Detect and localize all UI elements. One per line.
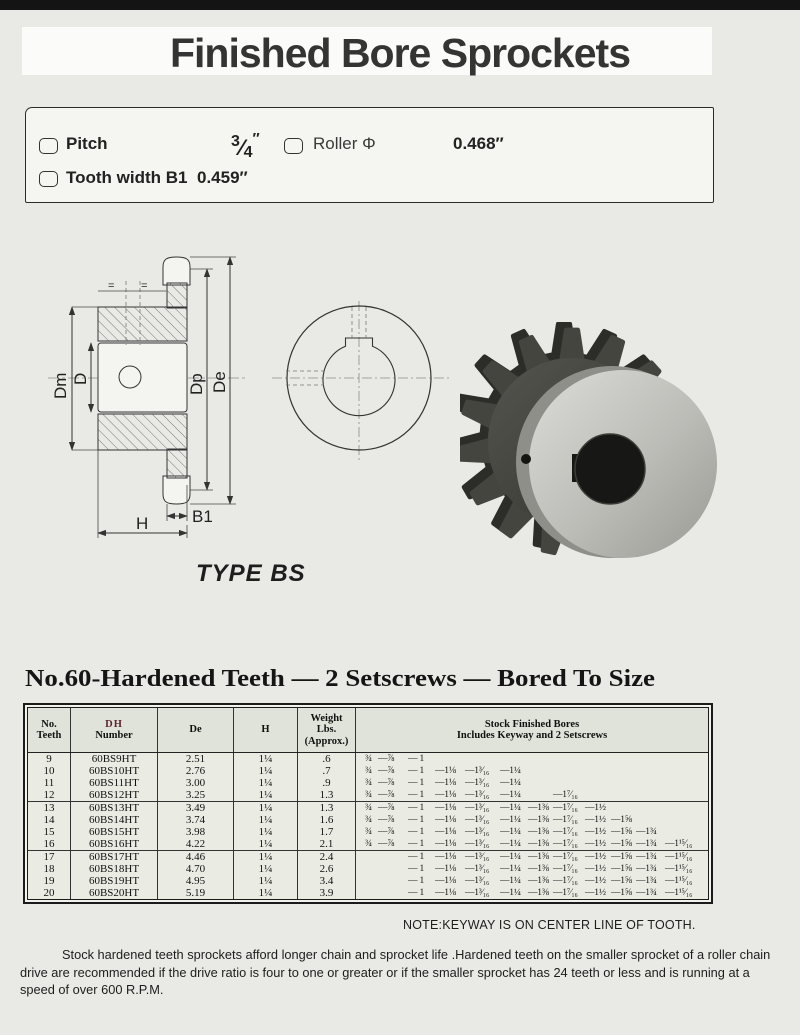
tooth-width-label: Tooth width B1	[66, 168, 188, 187]
dim-d-label: D	[71, 372, 90, 385]
col-header-de: De	[158, 708, 234, 752]
table-row	[28, 753, 708, 765]
table-cell: 2.76	[158, 765, 234, 777]
table-cell: 1.7	[298, 826, 356, 838]
bores-cell: ¾ —⅞ — 1 —1⅛ —1³⁄₁₆ —1¼	[365, 766, 521, 776]
col-header-weight: Weight Lbs. (Approx.)	[298, 708, 356, 752]
bores-cell: ¾ —⅞ — 1 —1⅛ —1³⁄₁₆ —1¼ —1⅜ —1⁷⁄₁₆ —1½ —1⅝ —1¾ —1¹⁵⁄₁₆	[365, 839, 693, 849]
table-cell: 3.25	[158, 789, 234, 801]
footer-paragraph: Stock hardened teeth sprockets afford longer chain and sprocket life .Hardened teeth on the smaller sprocket of a roller chain drive are recommended if the drive ratio is four to one or greater or if the smaller sprocket has 24 teeth or less and is running at a speed of over 600 R.P.M.	[20, 947, 771, 997]
table-cell: 2.4	[298, 851, 356, 863]
table-cell: 1¼	[234, 777, 298, 789]
table-cell: 4.95	[158, 875, 234, 887]
table-cell: .7	[298, 765, 356, 777]
table-cell: 60BS20HT	[71, 887, 158, 899]
table-cell: 1¼	[234, 765, 298, 777]
table-cell: 18	[28, 863, 71, 875]
checkbox-icon	[39, 138, 58, 154]
table-cell: 1¼	[234, 826, 298, 838]
table-cell: 3.00	[158, 777, 234, 789]
table-row	[28, 850, 708, 863]
col-header-bores: Stock Finished Bores Includes Keyway and 2 Setscrews	[456, 718, 608, 741]
table-cell: 1.6	[298, 814, 356, 826]
table-cell: 60BS10HT	[71, 765, 158, 777]
dim-de-label: De	[210, 371, 229, 393]
sprocket-table-inner	[27, 707, 709, 900]
pitch-label: Pitch	[66, 134, 108, 153]
table-cell: 19	[28, 875, 71, 887]
table-cell: 1¼	[234, 838, 298, 850]
dim-b1-label: B1	[192, 507, 213, 526]
bores-cell: ¾ —⅞ — 1	[365, 754, 425, 764]
table-cell: 20	[28, 887, 71, 899]
top-black-bar	[0, 0, 800, 10]
table-cell: 2.1	[298, 838, 356, 850]
table-cell: 15	[28, 826, 71, 838]
equals-mark: =	[141, 280, 148, 292]
table-cell: 1.3	[298, 789, 356, 801]
bores-cell: ¾ —⅞ — 1 —1⅛ —1³⁄₁₆ —1¼ —1⅜ —1⁷⁄₁₆ —1½ —1⅝ —1¾	[365, 827, 657, 837]
keyway-note: NOTE:KEYWAY IS ON CENTER LINE OF TOOTH.	[403, 918, 696, 932]
table-body	[28, 753, 708, 899]
bores-cell: — 1 —1⅛ —1³⁄₁₆ —1¼ —1⅜ —1⁷⁄₁₆ —1½ —1⅝ —1¾ —1¹⁵⁄₁₆	[408, 888, 693, 898]
table-cell: 4.70	[158, 863, 234, 875]
table-cell: 16	[28, 838, 71, 850]
sprocket-photo	[460, 322, 722, 567]
table-cell: 3.49	[158, 802, 234, 814]
table-row	[28, 838, 708, 850]
table-row	[28, 801, 708, 814]
front-view-drawing	[272, 293, 450, 471]
table-cell: 9	[28, 753, 71, 765]
table-cell: .9	[298, 777, 356, 789]
table-cell: 14	[28, 814, 71, 826]
table-cell: 13	[28, 802, 71, 814]
table-cell: 60BS17HT	[71, 851, 158, 863]
table-cell: 4.22	[158, 838, 234, 850]
roller-value: 0.468″	[453, 134, 504, 153]
equals-mark: =	[108, 280, 115, 292]
table-cell: 1¼	[234, 753, 298, 765]
table-cell: 60BS11HT	[71, 777, 158, 789]
bores-cell: ¾ —⅞ — 1 —1⅛ —1³⁄₁₆ —1¼ —1⅜ —1⁷⁄₁₆ —1½	[365, 803, 606, 813]
table-row	[28, 863, 708, 875]
table-cell: 3.4	[298, 875, 356, 887]
table-cell: 2.51	[158, 753, 234, 765]
sprocket-table	[23, 703, 713, 904]
table-cell: 1¼	[234, 875, 298, 887]
type-bs-label: TYPE BS	[196, 560, 306, 587]
table-cell: 1.3	[298, 802, 356, 814]
table-cell: 3.98	[158, 826, 234, 838]
bores-cell: — 1 —1⅛ —1³⁄₁₆ —1¼ —1⅜ —1⁷⁄₁₆ —1½ —1⅝ —1¾ —1¹⁵⁄₁₆	[408, 876, 693, 886]
bores-cell: ¾ —⅞ — 1 —1⅛ —1³⁄₁₆ —1¼	[365, 778, 521, 788]
col-header-teeth: No. Teeth	[28, 708, 71, 752]
bores-cell: ¾ —⅞ — 1 —1⅛ —1³⁄₁₆ —1¼ —1⁷⁄₁₆	[365, 790, 578, 800]
table-cell: 1¼	[234, 814, 298, 826]
table-cell: 60BS14HT	[71, 814, 158, 826]
table-row	[28, 765, 708, 777]
table-cell: 10	[28, 765, 71, 777]
table-cell: 60BS13HT	[71, 802, 158, 814]
table-cell: 60BS18HT	[71, 863, 158, 875]
table-cell: 2.6	[298, 863, 356, 875]
table-row	[28, 814, 708, 826]
table-header-row	[28, 708, 708, 753]
col-header-h: H	[234, 708, 298, 752]
table-cell: 11	[28, 777, 71, 789]
dim-h-label: H	[136, 514, 149, 533]
table-cell: 4.46	[158, 851, 234, 863]
section-title: No.60-Hardened Teeth — 2 Setscrews — Bored To Size	[25, 666, 655, 692]
table-cell: 60BS15HT	[71, 826, 158, 838]
bores-cell: — 1 —1⅛ —1³⁄₁₆ —1¼ —1⅜ —1⁷⁄₁₆ —1½ —1⅝ —1¾ —1¹⁵⁄₁₆	[408, 852, 693, 862]
table-cell: 60BS9HT	[71, 753, 158, 765]
page-title: Finished Bore Sprockets	[169, 30, 630, 76]
checkbox-icon	[39, 171, 58, 187]
table-cell: 3.9	[298, 887, 356, 899]
bores-cell: ¾ —⅞ — 1 —1⅛ —1³⁄₁₆ —1¼ —1⅜ —1⁷⁄₁₆ —1½ —1⅝	[365, 815, 632, 825]
spec-box	[25, 107, 714, 203]
table-row	[28, 826, 708, 838]
table-cell: 60BS12HT	[71, 789, 158, 801]
pitch-value: 3⁄4″	[231, 130, 260, 161]
table-row	[28, 887, 708, 899]
table-cell: .6	[298, 753, 356, 765]
table-cell: 1¼	[234, 789, 298, 801]
cross-section-drawing	[40, 233, 290, 563]
table-cell: 5.19	[158, 887, 234, 899]
tooth-width-value: 0.459″	[197, 168, 248, 187]
table-cell: 12	[28, 789, 71, 801]
roller-label: Roller Φ	[313, 134, 376, 153]
dim-dp-label: Dp	[187, 373, 206, 395]
table-cell: 1¼	[234, 851, 298, 863]
table-cell: 60BS16HT	[71, 838, 158, 850]
table-cell: 1¼	[234, 887, 298, 899]
table-cell: 60BS19HT	[71, 875, 158, 887]
bores-cell: — 1 —1⅛ —1³⁄₁₆ —1¼ —1⅜ —1⁷⁄₁₆ —1½ —1⅝ —1¾ —1¹⁵⁄₁₆	[408, 864, 693, 874]
table-cell: 1¼	[234, 863, 298, 875]
table-cell: 17	[28, 851, 71, 863]
checkbox-icon	[284, 138, 303, 154]
table-row	[28, 789, 708, 801]
table-row	[28, 875, 708, 887]
table-row	[28, 777, 708, 789]
table-cell: 3.74	[158, 814, 234, 826]
table-cell: 1¼	[234, 802, 298, 814]
col-header-dh-number: DH Number	[71, 708, 158, 752]
dim-dm-label: Dm	[51, 372, 70, 399]
